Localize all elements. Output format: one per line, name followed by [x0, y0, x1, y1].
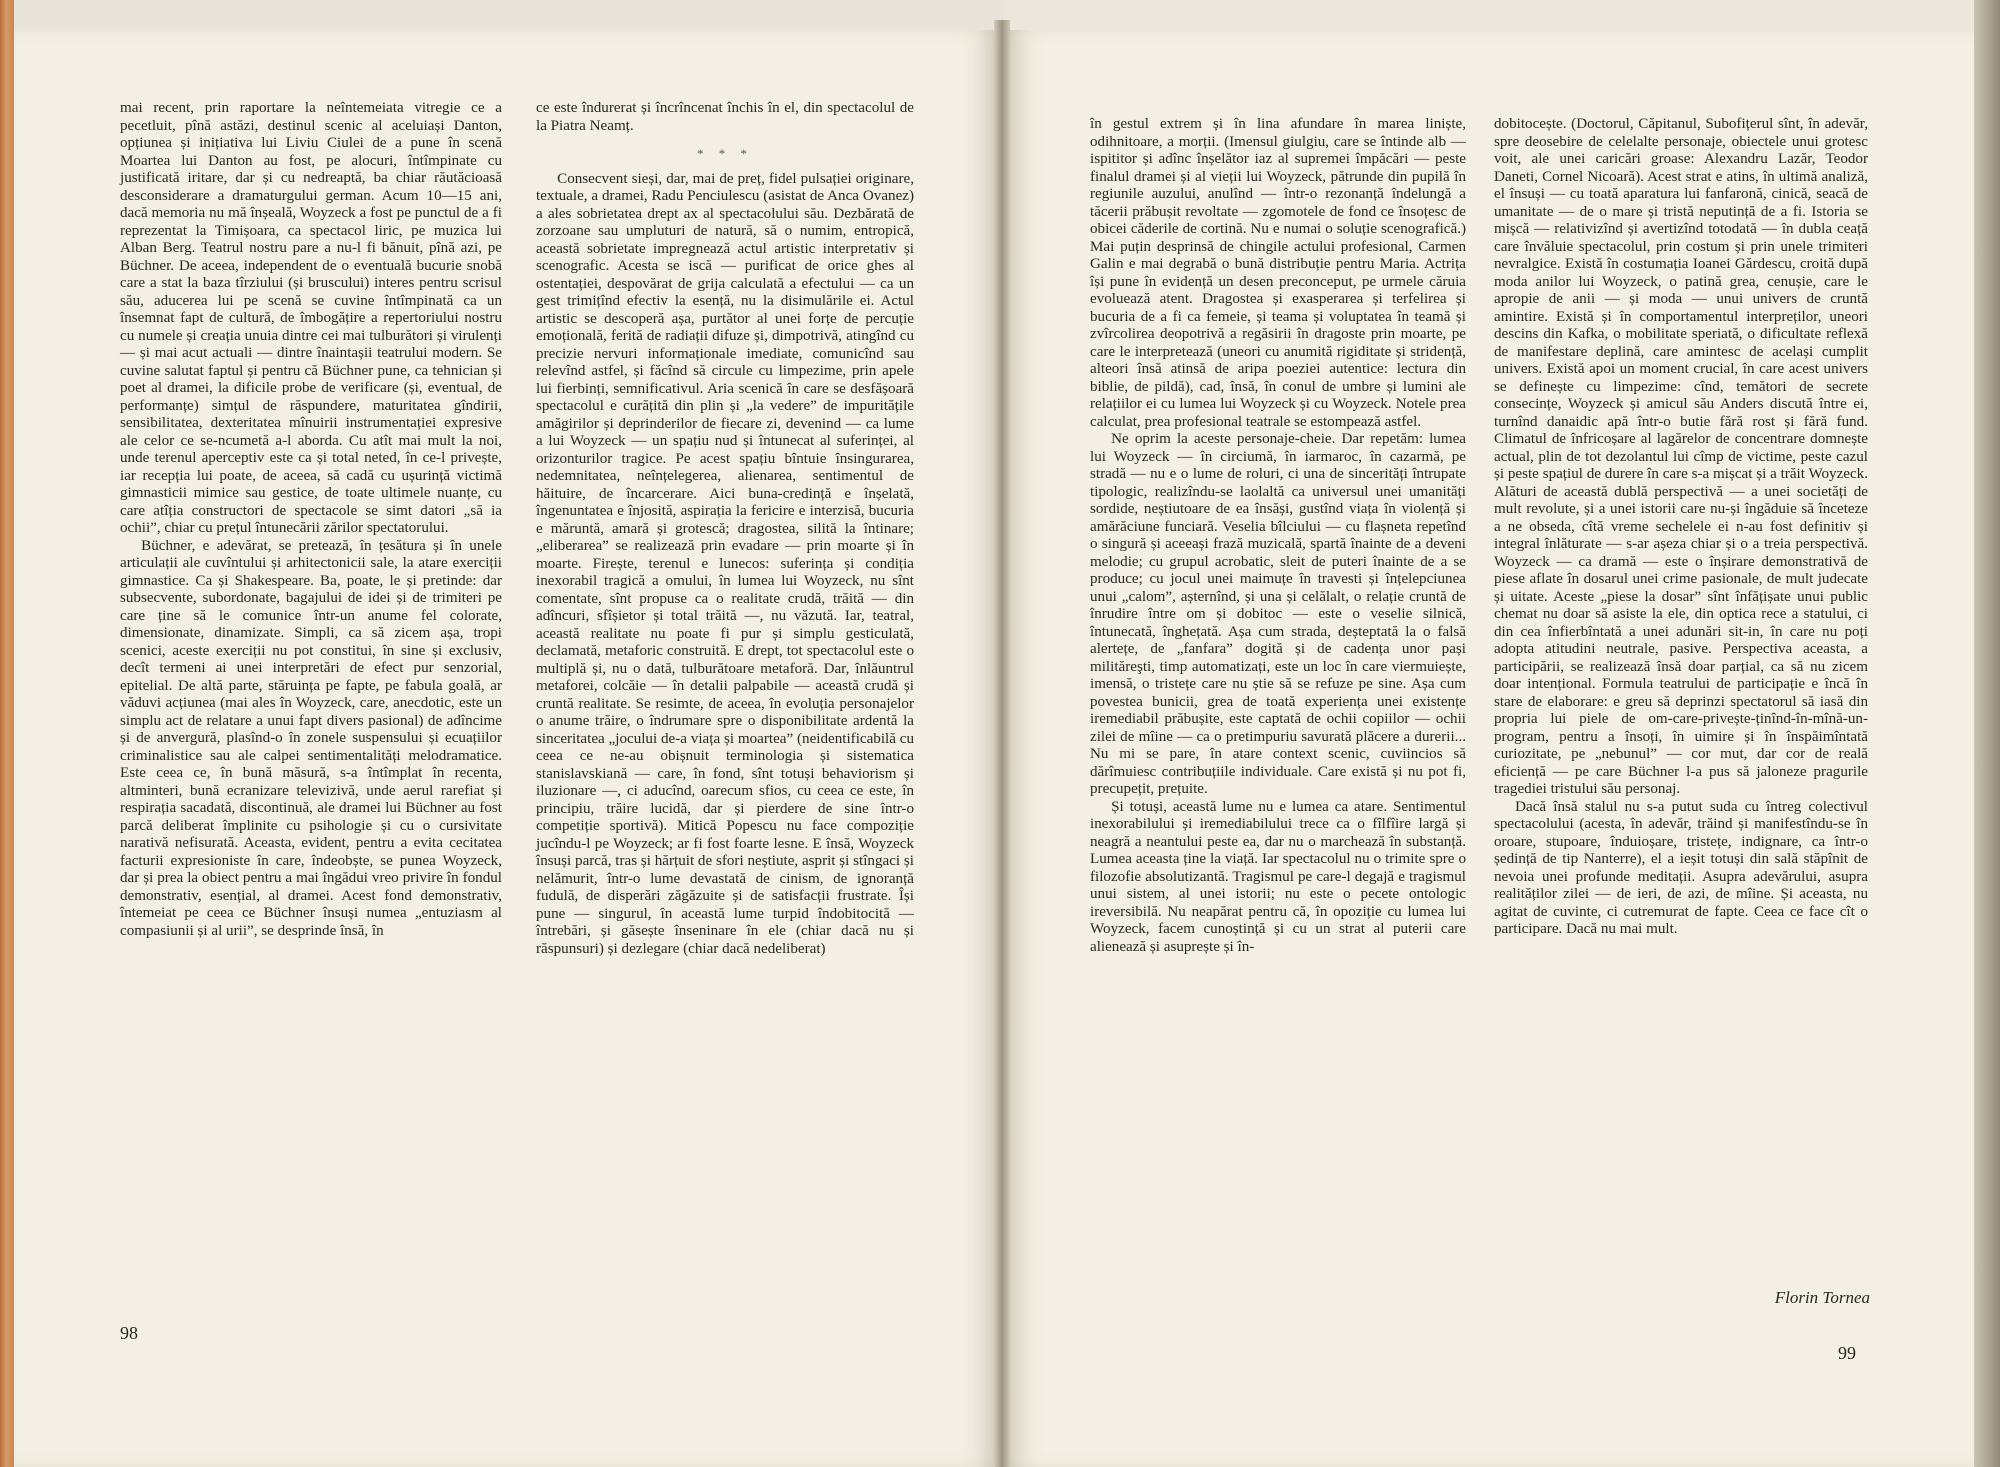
paragraph: Büchner, e adevărat, se pretează, în țesătura și în unele articulații ale cuvîntului și arhitectonicii sale, la atare exerciții gimnastice. Ca și Shakespeare. Ba, poate, le și pretinde: dar subsecvente, subordonate, bagajului de idei și de trimiteri pe care ține să le comunice într-un anume fel colorate, dimensionate, dinamizate. Simpli, ca să zicem așa, tropi scenici, aceste exerciții nu pot constitui, în sine și exclusiv, decît termeni ai unei interpretări de efect pur senzorial, epitelial. De altă parte, stăruința pe fapte, pe fabula goală, ar văduvi acțiunea (mai ales în Woyzeck, care, anecdotic, este un simplu act de relatare a unui fapt divers pasional) de adîncime și de anvergură, plasînd-o în zonele suspensului și ecuațiilor criminalistice sau ale calpei sentimentalități melodramatice. Este ceea ce, în bună măsură, s-a întîmplat în recenta, altminteri, bună ecranizare televizivă, unde aerul rarefiat și respirația sacadată, discontinuă, ale dramei lui Büchner au fost parcă deliberat împlinite cu psihologie și cu o cursivitate narativă nefisurată. Aceasta, evident, pentru a evita cecitatea facturii expresioniste în care, îndeobște, se punea Woyzeck, dar și prea la obiect pentru a mai îngădui vreo privire în fondul demonstrativ, esențial, al dramei. Acest fond demonstrativ, întemeiat pe ceea ce Büchner însuși numea „entuziasm al compasiunii și al urii”, se desprinde însă, în	[120, 537, 502, 939]
book-cover-edge-right	[1974, 0, 2000, 1467]
paragraph: ce este îndurerat și încrîncenat închis în el, din spectacolul de la Piatra Neamț.	[536, 100, 914, 134]
page-number-right: 99	[1838, 1343, 1856, 1363]
book-cover-edge-left	[0, 0, 14, 1467]
section-separator: * * *	[697, 146, 753, 161]
paragraph: Consecvent sieși, dar, mai de preț, fidel pulsației originare, textuale, a dramei, Radu Penciulescu (asistat de Anca Ovanez) a ales sobrietatea drept ax al spectacolului său. Dezbărată de zorzoane sau umpluturi de natură, să o numim, entropică, această sobrietate impregnează actul artistic interpretativ și scenografic. Acesta se iscă — purificat de orice ghes al ostentației, despovărat de grija calculată a efectului — ca un gest trimițînd efectiv la esență, nu la disimulările ei. Actul artistic se descoperă așa, purtător al unei forțe de percuție emoțională, ferită de radiații difuze și, dimpotrivă, atingînd cu precizie nervuri informaționale imediate, comunicînd sau relevînd astfel, și făcînd să circule cu limpezime, prin apele lui fierbinți, semnificativul. Aria scenică în care se desfășoară spectacolul e curățită din plin și „la vedere” de impuritățile amăgirilor și deprinderilor de fiecare zi, devenind — ca lume a lui Woyzeck — un spațiu nud și întunecat al suferinței, al orizonturilor tragice. Pe acest spațiu bîntuie însingurarea, nedemnitatea, neînțelegerea, alienarea, sentimentul de hăituire, de încarcerare. Aici buna-credință e înșelată, îngenuntatea e înjosită, aspirația la fericire e interzisă, bucuria e măruntă, amară și grotescă; dragostea, silită la întinare; „eliberarea” se realizează prin evadare — prin moarte și în moarte. Firește, terenul e lunecos: suferința și condiția inexorabil tragică a omului, în lumea lui Woyzeck, nu sînt comentate, sînt propuse ca o realitate crudă, trăită — din adîncuri, sfîșietor și total trăită —, nu văzută. Iar, teatral, această realitate nu poate fi pur și simplu gesticulată, declamată, metaforic construită. E drept, tot spectacolul este o multiplă și, nu o dată, tulburătoare metaforă. Dar, înlăuntrul metaforei, colcăie — în detalii palpabile — această crudă și cruntă realitate. Se resimte, de aceea, în evoluția personajelor o anume trăire, o îndrumare spre o disponibilitate ardentă la sinceritatea „jocului de-a viața și moartea” (neidentificabilă cu ceea ce ne-au obișnuit terminologia și sistematica stanislavskiană — care, în fond, sînt totuși behaviorism și iluzionare —, ci aducînd, oarecum sfios, cu ceea ce este, în principiu, trăire lucidă, dar și pierdere de sine într-o competiție sportivă). Mitică Popescu nu face compoziție jucîndu-l pe Woyzeck; ar fi fost foarte lesne. E însă, Woyzeck însuși parcă, tras și hărțuit de sfori neștiute, asprit și stîngaci și nelămurit, într-o lume devastată de cinism, de ignoranță fudulă, de disperări zăgăzuite și de satisfacții frustrate. Își pune — singurul, în această lume turpid îndobitocită — întrebări, și găsește înseninare în ele (chiar dacă nu și răspunsuri) și dezlegare (chiar dacă nedeliberat)	[536, 170, 914, 957]
paragraph: Dacă însă stalul nu s-a putut suda cu întreg colectivul spectacolului (acesta, în adevăr, trăind și manifestîndu-se în oroare, stupoare, înduioșare, tristețe, indignare, ca într-o ședință de tip Nanterre), el a ieșit totuși din sală stăpînit de nevoia unei profunde meditații. Asupra adevărului, asupra realităților zilei — de ieri, de azi, de mîine. Și aceasta, nu agitat de cuvinte, ci cutremurat de fapte. Ceea ce face cît o participare. Dacă nu mai mult.	[1494, 798, 1868, 937]
paragraph: dobitocește. (Doctorul, Căpitanul, Subofițerul sînt, în adevăr, spre deosebire de celelalte personaje, obiectele unui grotesc voit, ale unei caricări groase: Alexandru Lazăr, Teodor Daneti, Cornel Nicoară). Acest strat e atins, în ultimă analiză, el însuși — cu toată aparatura lui fanfaronă, cinică, seacă de umanitate — de o mare și tristă neputință de a fi. Istoria se mișcă — relativizînd și avertizînd totodată — în dubla ceață care învăluie spectacolul, prin costum și prin unele trimiteri nevralgice. Există în costumația Ioanei Gărdescu, croită după moda anilor lui Woyzeck, o patină grea, cenușie, care le apropie de anii — și moda — unui univers de cruntă amintire. Există și în comportamentul interpreților, uneori descins din Kafka, o mobilitate speriată, o dificultate reflexă de manifestare deplină, care amintesc de același cumplit univers. Există apoi un moment crucial, în care acest univers se definește cu limpezime: cînd, temători de secrete consecințe, Woyzeck și amicul său Anders discută între ei, turnînd danaidic apă într-o butie fără rost și fără fund. Climatul de înfricoșare al lagărelor de concentrare domnește actual, plin de tot dezolantul lui cîmp de victime, peste cazul și peste spațiul de durere în care s-a mișcat și a trăit Woyzeck. Alături de această dublă perspectivă — a unei societăți de mult revolute, și a unei istorii care nu-și îngăduie să înceteze a ne obseda, cîtă vreme sechelele ei n-au fost definitiv și integral înlăturate — s-ar așeza chiar și o a treia perspectivă. Woyzeck — ca dramă — este o înșirare demonstrativă de piese aflate în dosarul unei crime pasionale, de mult judecate și uitate. Aceste „piese la dosar” sînt înfățișate unui public chemat nu doar să asiste la ele, din optica rece a statului, ci din cea înfierbîntată a unei adunări sit-in, în care nu poți adopta atitudini neutrale, pasive. Perspectiva aceasta, a participării, se realizează însă doar parțial, ca să nu zicem doar intențional. Formula teatrului de participație e încă în stare de elaborare: e greu să deprinzi spectatorul să iasă din propria lui piele de om-care-privește-ținînd-în-mînă-un-program, pentru a însoți, în uimire și în înspăimîntată curiozitate, pe „nebunul” — cor mut, dar cor de reală eficiență — pe care Büchner l-a pus să jaloneze pragurile tragediei tristului său personaj.	[1494, 116, 1868, 797]
book-gutter	[994, 20, 1010, 1467]
paragraph: în gestul extrem și în lina afundare în marea liniște, odihnitoare, a morții. (Imensul giulgiu, care se întinde alb — ispititor și adînc înșelător iaz al supremei împăcări — peste finalul dramei și al vieții lui Woyzeck, pătrunde din pupilă în regiunile auzului, anulînd — într-o rezonanță îndelungă a tăcerii prăbușit revoltate — zgomotele de fond ce însoțesc de obicei căderile de cortină. Nu e numai o soluție scenografică.) Mai puțin desprinsă de chingile actului profesional, Carmen Galin e mai degrabă o bună distribuție pentru Maria. Actrița își pune în evidență un desen preconceput, pe urmele căruia evoluează atent. Dragostea și exasperarea și terfelirea și bucuria de a fi ca femeie, și teama și voluptatea în teamă și zvîrcolirea deopotrivă a regăsirii în dragoste prin moarte, pe care le interpretează (uneori cu anumită rigiditate și stridență, alteori însă atinsă de aripa poeziei autentice: lectura din biblie, de pildă), cad, însă, în conul de umbre și lumini ale relațiilor ei cu lumea lui Woyzeck și cu Woyzeck. Notele prea calculat, prea profesional teatrale se estompează astfel.	[1090, 116, 1466, 430]
author-signature: Florin Tornea	[1774, 1288, 1870, 1307]
paragraph: mai recent, prin raportare la neîntemeiata vitregie ce a pecetluit, pînă astăzi, destinul scenic al aceluiași Danton, opțiunea și inițiativa lui Liviu Ciulei de a pune în scenă Moartea lui Danton au fost, pe alocuri, întîmpinate cu justificată iritare, dar și cu nedreaptă, ba chiar răutăcioasă desconsiderare a dramaturgului german. Acum 10—15 ani, dacă memoria nu mă înșeală, Woyzeck a fost pe punctul de a fi reprezentat la Timișoara, ca spectacol liric, pe muzica lui Alban Berg. Teatrul nostru pare a nu-l fi bănuit, pînă azi, pe Büchner. De aceea, independent de o eventuală bucurie snobă care a stat la baza tîrziului (și bruscului) interes pentru scrisul său, aducerea lui pe scenă se cuvine întîmpinată ca un însemnat fapt de cultură, de îmbogățire a repertoriului nostru cu numele și creația unuia dintre cei mai tulburători și virulenți — și mai acut actuali — dintre înaintașii teatrului modern. Se cuvine salutat faptul și pentru că Büchner pune, ca tehnician și poet al dramei, la dificile probe de verificare (și, eventual, de performanțe) simțul de răspundere, maturitatea gîndirii, sensibilitatea, dexteritatea mînuirii instrumentației expresive ale celor ce se-ncumetă a-l aborda. Cu atît mai mult la noi, unde terenul aperceptiv este ca și total neted, în ce-l privește, iar recepția lui poate, de aceea, să cadă cu ușurință victimă gimnasticii mimice sau gestice, de toate ultimele nuanțe, cu care atîția constructori de spectacole se simt datori „să ia ochii”, chiar cu prețul întunecării zărilor spectatorului.	[120, 100, 502, 536]
page-number-left: 98	[120, 1323, 138, 1343]
right-page-column-2	[1494, 116, 1868, 939]
right-page-column-1	[1090, 116, 1466, 956]
page-top-edge	[1004, 0, 1974, 30]
paragraph: Și totuși, această lume nu e lumea ca atare. Sentimentul inexorabilului și iremediabilului trece ca o fîlfîire largă și neagră a neantului peste ea, dar nu o marchează în substanță. Lumea aceasta ține la viață. Iar spectacolul nu o trimite spre o filozofie absolutizantă. Tragismul pe care-l degajă e tragismul unui sistem, al unei istorii; nu este o pecete ontologic ireversibilă. Nu neapărat pentru că, în opoziție cu lumea lui Woyzeck, facem cunoștință și cu un strat al puterii care alienează și asuprește și în-	[1090, 798, 1466, 955]
paragraph: Ne oprim la aceste personaje-cheie. Dar repetăm: lumea lui Woyzeck — în circiumă, în iarmaroc, în cazarmă, pe stradă — nu e o lume de roluri, ci una de sincerități întrupate tipologic, realizîndu-se laolaltă ca universul unei umanități sordide, neștiutoare de ea însăși, gustînd viața în violență și amărăciune funciară. Veselia bîlciului — cu flașneta repetînd o singură și aceeași frază muzicală, spartă înainte de a deveni melodie; cu grupul acrobatic, sleit de puteri înainte de a se produce; cu jocul unei maimuțe în travesti și înțelepciunea unui „calom”, așternînd, și una și celălalt, o relație cruntă de înrudire între om și dobitoc — este o veselie silnică, întunecată, înghețată. Așa cum strada, deșteptată la o falsă alertețe, de „fanfara” dogită și de cadența unor pași milităreşti, timp automatizați, este un loc în care viermuiește, imensă, o tristețe care nu știe să se refuze pe sine. Așa cum povestea bunicii, grea de toată experiența unei existențe iremediabil prăbușite, este captată de ochii copiilor — ochii zilei de mîine — ca o pretimpuriu savurată plăcere a durerii... Nu mi se pare, în atare context scenic, cuviincios să dărîmuiesc contribuțiile individuale. Care există și nu pot fi, precupețit, prețuite.	[1090, 431, 1466, 797]
left-page-column-1	[120, 100, 502, 940]
left-page-column-2	[536, 100, 914, 958]
